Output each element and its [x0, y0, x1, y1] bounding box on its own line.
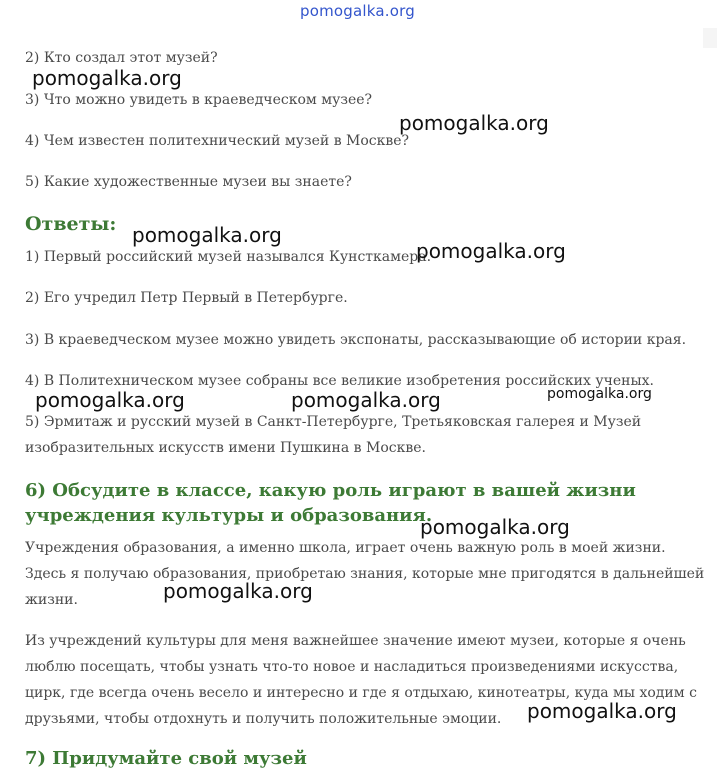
- paragraph-2-line-3: цирк, где всегда очень весело и интересно и где я отдыхаю, кинотеатры, куда мы ходим с: [25, 685, 697, 701]
- question-5: 5) Какие художественные музеи вы знаете?: [25, 174, 352, 190]
- site-header-watermark: pomogalka.org: [300, 2, 415, 20]
- answer-4: 4) В Политехническом музее собраны все великие изобретения российских ученых.: [25, 373, 654, 389]
- answer-5-line-1: 5) Эрмитаж и русский музей в Санкт-Петербурге, Третьяковская галерея и Музей: [25, 414, 642, 430]
- watermark: pomogalka.org: [527, 699, 677, 723]
- watermark: pomogalka.org: [420, 515, 570, 539]
- watermark: pomogalka.org: [163, 579, 313, 603]
- scrollbar-tab[interactable]: [703, 28, 717, 48]
- watermark: pomogalka.org: [32, 66, 182, 90]
- answer-1: 1) Первый российский музей назывался Кунсткамера.: [25, 249, 432, 265]
- question-2: 2) Кто создал этот музей?: [25, 50, 218, 66]
- watermark: pomogalka.org: [399, 111, 549, 135]
- paragraph-1-line-2: Здесь я получаю образования, приобретаю знания, которые мне пригодятся в дальнейшей: [25, 566, 705, 582]
- watermark: pomogalka.org: [132, 223, 282, 247]
- question-4: 4) Чем известен политехнический музей в Москве?: [25, 133, 410, 149]
- answer-2: 2) Его учредил Петр Первый в Петербурге.: [25, 290, 348, 306]
- watermark: pomogalka.org: [291, 388, 441, 412]
- paragraph-2-line-1: Из учреждений культуры для меня важнейшее значение имеют музеи, которые я очень: [25, 633, 686, 649]
- question-3: 3) Что можно увидеть в краеведческом музее?: [25, 92, 373, 108]
- paragraph-1-line-1: Учреждения образования, а именно школа, играет очень важную роль в моей жизни.: [25, 540, 666, 556]
- answers-heading: Ответы:: [25, 213, 117, 235]
- answer-3: 3) В краеведческом музее можно увидеть экспонаты, рассказывающие об истории края.: [25, 332, 687, 348]
- paragraph-2-line-2: люблю посещать, чтобы узнать что-то новое и насладиться произведениями искусства,: [25, 659, 679, 675]
- paragraph-2-line-4: друзьями, чтобы отдохнуть и получить положительные эмоции.: [25, 711, 502, 727]
- answer-5-line-2: изобразительных искусств имени Пушкина в Москве.: [25, 440, 426, 456]
- section-7-heading: 7) Придумайте свой музей: [25, 748, 307, 769]
- paragraph-1-line-3: жизни.: [25, 592, 78, 608]
- watermark: pomogalka.org: [416, 239, 566, 263]
- watermark: pomogalka.org: [547, 386, 652, 402]
- section-6-heading-line-2: учреждения культуры и образования.: [25, 505, 433, 526]
- section-6-heading-line-1: 6) Обсудите в классе, какую роль играют в вашей жизни: [25, 480, 636, 501]
- watermark: pomogalka.org: [35, 388, 185, 412]
